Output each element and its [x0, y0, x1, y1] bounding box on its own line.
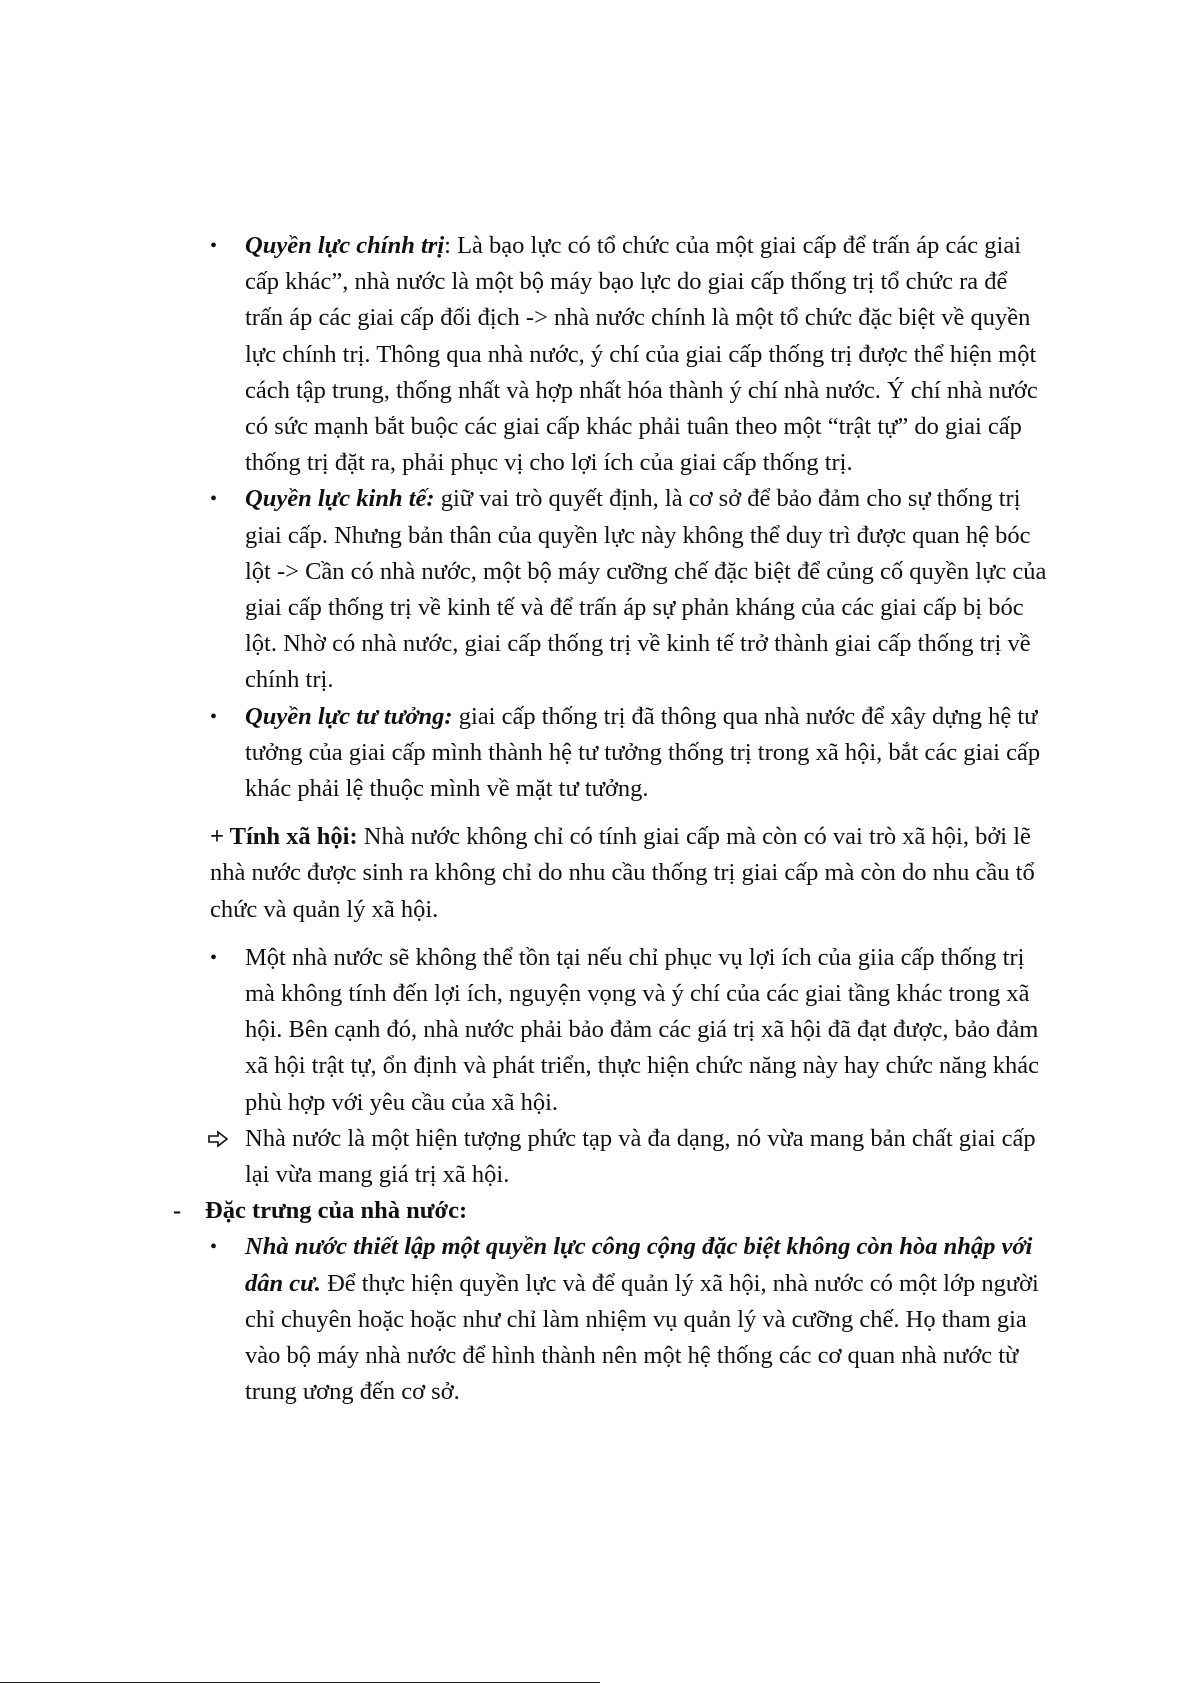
arrow-right-icon [207, 1130, 229, 1148]
bullet-economic-power [205, 481, 1050, 698]
bullet-social-role [205, 940, 1050, 1121]
bullet-text: Một nhà nước sẽ không thể tồn tại nếu chỉ phục vụ lợi ích của giia cấp thống trị mà không tính đến lợi ích, nguyện vọng và ý chí của các giai tầng khác trong xã hội. Bên cạnh đó, nhà nước phải bảo đảm các giá trị xã hội đã đạt được, bảo đảm xã hội trật tự, ổn định và phát triển, thực hiện chức năng này hay chức năng khác phù hợp với yêu cầu của xã hội. [245, 943, 1039, 1116]
dash-marker: - [173, 1197, 182, 1225]
bullet-icon: • [210, 488, 218, 511]
social-paragraph [205, 819, 1050, 928]
social-heading: + Tính xã hội: [210, 823, 358, 851]
bullet-icon: • [210, 235, 218, 257]
bullet-title: Quyền lực kinh tế: [245, 485, 435, 513]
bullet-title: Nhà nước thiết lập một quyền lực công cộng đặc biệt không còn hòa nhập với dân cư. [245, 1233, 1033, 1297]
bullet-text: giữ vai trò quyết định, là cơ sở để bảo đảm cho sự thống trị giai cấp. Nhưng bản thân của quyền lực này không thể duy trì được quan hệ bóc lột -> Cần có nhà nước, một bộ máy cưỡng chế đặc biệt để củng cố quyền lực của giai cấp thống trị về kinh tế và để trấn áp sự phản kháng của các giai cấp bị bóc lột. Nhờ có nhà nước, giai cấp thống trị về kinh tế trở thành giai cấp thống trị về chính trị. [245, 485, 1047, 694]
bullet-political-power [205, 228, 1050, 481]
conclusion-item [205, 1121, 1050, 1193]
bullet-text: Để thực hiện quyền lực và để quản lý xã hội, nhà nước có một lớp người chỉ chuyên hoặc hoặc như chỉ làm nhiệm vụ quản lý và cưỡng chế. Họ tham gia vào bộ máy nhà nước để hình thành nên một hệ thống các cơ quan nhà nước từ trung ương đến cơ sở. [245, 1269, 1039, 1406]
social-text: Nhà nước không chỉ có tính giai cấp mà còn có vai trò xã hội, bởi lẽ nhà nước được sinh ra không chỉ do nhu cầu thống trị giai cấp mà còn do nhu cầu tổ chức và quản lý xã hội. [210, 823, 1035, 923]
bullet-separator: : [444, 232, 458, 259]
footer-divider [0, 1682, 600, 1683]
conclusion-text: Nhà nước là một hiện tượng phức tạp và đa dạng, nó vừa mang bản chất giai cấp lại vừa mang giá trị xã hội. [245, 1124, 1036, 1189]
spacer [205, 807, 1050, 819]
bullet-icon: • [210, 705, 218, 728]
bullet-title: Quyền lực tư tưởng: [245, 702, 453, 730]
document-body [173, 228, 1050, 1411]
features-heading [173, 1193, 1050, 1229]
bullet-text: giai cấp thống trị đã thông qua nhà nước để xây dựng hệ tư tưởng của giai cấp mình thành hệ tư tưởng thống trị trong xã hội, bắt các giai cấp khác phải lệ thuộc mình về mặt tư tưởng. [245, 702, 1041, 803]
features-heading-text: Đặc trưng của nhà nước: [205, 1197, 468, 1225]
bullet-text: Là bạo lực có tổ chức của một giai cấp để trấn áp các giai cấp khác”, nhà nước là một bộ máy bạo lực do giai cấp thống trị tổ chức ra để trấn áp các giai cấp đối địch -> nhà nước chính là một tổ chức đặc biệt về quyền lực chính trị. Thông qua nhà nước, ý chí của giai cấp thống trị được thể hiện một cách tập trung, thống nhất và hợp nhất hóa thành ý chí nhà nước. Ý chí nhà nước có sức mạnh bắt buộc các giai cấp khác phải tuân theo một “trật tự” do giai cấp thống trị đặt ra, phải phục vị cho lợi ích của giai cấp thống trị. [245, 232, 1038, 477]
bullet-public-power [205, 1229, 1050, 1410]
bullet-icon: • [210, 946, 218, 969]
bullet-icon: • [210, 1236, 218, 1259]
bullet-title: Quyền lực chính trị [245, 232, 445, 259]
bullet-ideological-power [205, 699, 1050, 808]
spacer [205, 928, 1050, 940]
